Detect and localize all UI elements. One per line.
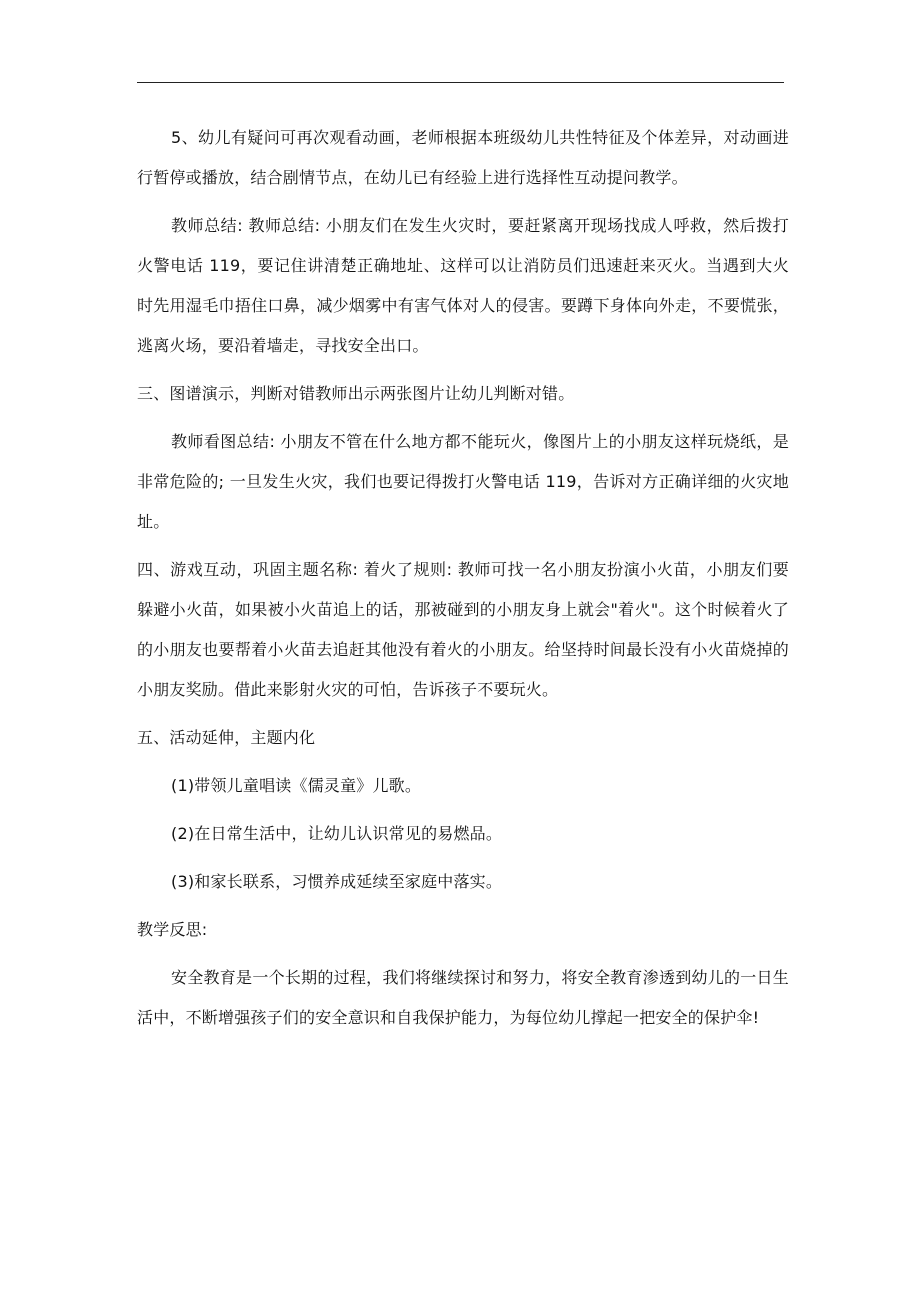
list-item-3: (3)和家长联系，习惯养成延续至家庭中落实。 [171, 872, 503, 891]
paragraph-reflection: 安全教育是一个长期的过程，我们将继续探讨和努力，将安全教育渗透到幼儿的一日生活中，不断增强孩子们的安全意识和自我保护能力，为每位幼儿撑起一把安全的保护伞! [137, 968, 789, 1027]
header-rule [137, 82, 784, 83]
section-heading-4: 四、游戏互动，巩固主题名称: 着火了规则: 教师可找一名小朋友扮演小火苗，小朋友们要躲避小火苗，如果被小火苗追上的话，那被碰到的小朋友身上就会"着火"。这个时候着火了的小朋友也要帮着小火苗去追赶其他没有着火的小朋友。给坚持时间最长没有小火苗烧掉的小朋友奖励。借此来影射火灾的可怕，告诉孩子不要玩火。 [137, 560, 789, 699]
list-item-1: (1)带领儿童唱读《儒灵童》儿歌。 [171, 776, 422, 795]
section-heading-5: 五、活动延伸，主题内化 [137, 728, 316, 747]
document-body [137, 118, 789, 1046]
reflection-heading: 教学反思: [137, 920, 208, 939]
paragraph-teacher-summary: 教师总结: 教师总结: 小朋友们在发生火灾时，要赶紧离开现场找成人呼救，然后拨打火警电话 119，要记住讲清楚正确地址、这样可以让消防员们迅速赶来灭火。当遇到大火时先用湿毛巾捂住口鼻，减少烟雾中有害气体对人的侵害。要蹲下身体向外走，不要慌张，逃离火场，要沿着墙走，寻找安全出口。 [137, 216, 789, 355]
paragraph-animation-review: 5、幼儿有疑问可再次观看动画，老师根据本班级幼儿共性特征及个体差异，对动画进行暂停或播放，结合剧情节点，在幼儿已有经验上进行选择性互动提问教学。 [137, 128, 789, 187]
paragraph-picture-summary: 教师看图总结: 小朋友不管在什么地方都不能玩火，像图片上的小朋友这样玩烧纸，是非常危险的; 一旦发生火灾，我们也要记得拨打火警电话 119，告诉对方正确详细的火灾地址。 [137, 432, 789, 531]
list-item-2: (2)在日常生活中，让幼儿认识常见的易燃品。 [171, 824, 503, 843]
section-heading-3: 三、图谱演示，判断对错教师出示两张图片让幼儿判断对错。 [137, 384, 575, 403]
